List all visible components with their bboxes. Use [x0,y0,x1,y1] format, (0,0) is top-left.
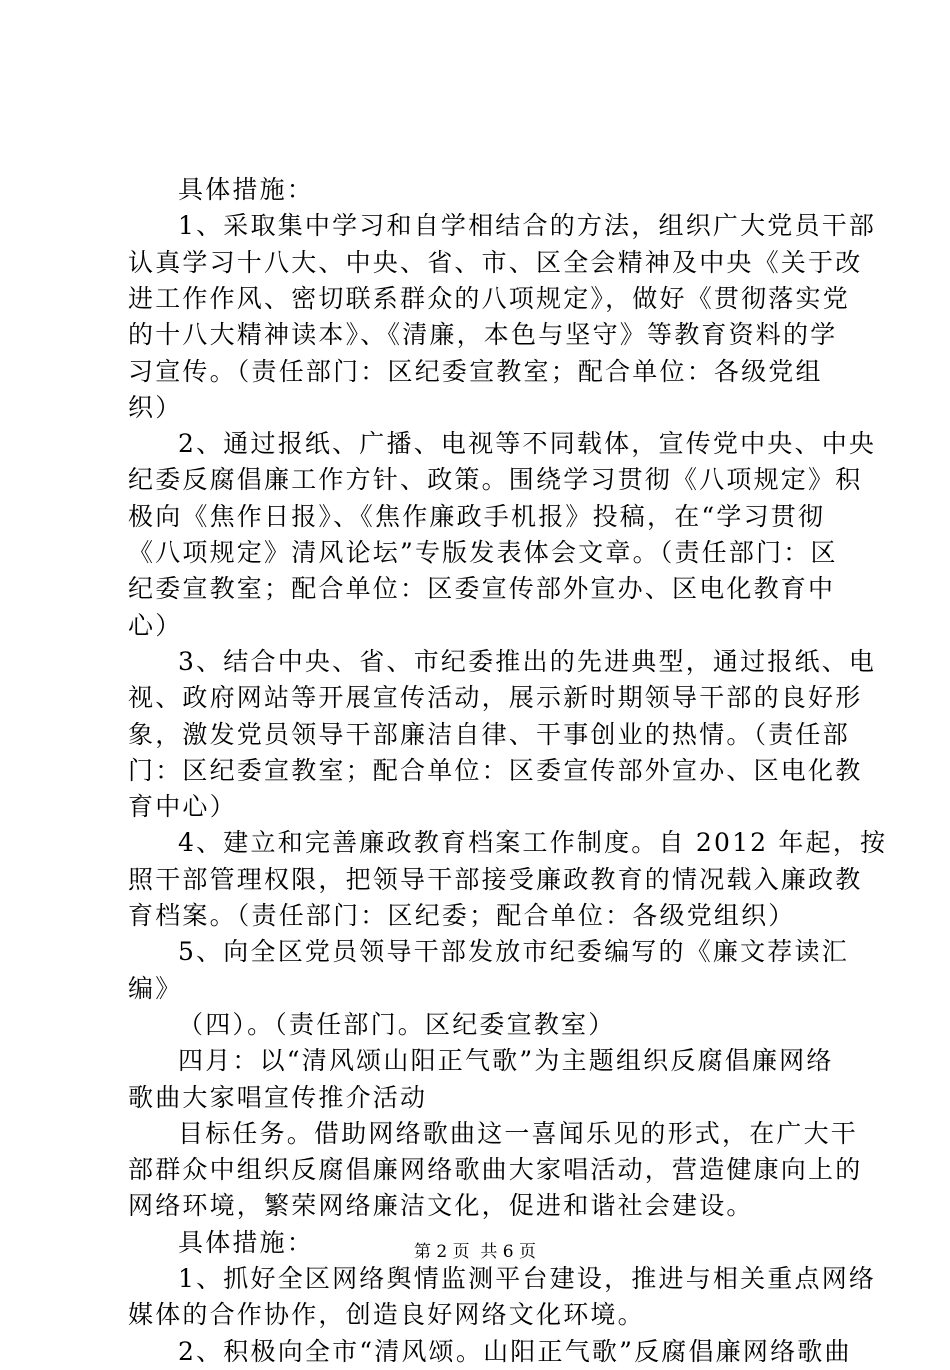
text-line: 心） [128,611,183,640]
text-line: 习宣传。（责任部门：区纪委宣教室；配合单位：各级党组 [128,357,823,386]
text-line: 3、结合中央、省、市纪委推出的先进典型，通过报纸、电 [178,647,877,676]
text-line: 媒体的合作协作，创造良好网络文化环境。 [128,1300,645,1329]
page-footer: 第 2 页 共 6 页 [413,1242,537,1262]
text-line: 视、政府网站等开展宣传活动，展示新时期领导干部的良好形 [128,683,863,712]
text-line: 极向《焦作日报》、《焦作廉政手机报》投稿，在“学习贯彻 [128,502,826,531]
text-line: 2、积极向全市“清风颂。山阳正气歌”反腐倡廉网络歌曲 [178,1337,852,1366]
text-line: 进工作作风、密切联系群众的八项规定》，做好《贯彻落实党 [128,284,850,313]
text-line: 育中心） [128,792,237,821]
text-line: 《八项规定》清风论坛”专版发表体会文章。（责任部门：区 [128,538,838,567]
text-line: 的十八大精神读本》、《清廉，本色与坚守》等教育资料的学 [128,320,838,349]
text-line: 1、抓好全区网络舆情监测平台建设，推进与相关重点网络 [178,1264,877,1293]
text-line: 目标任务。借助网络歌曲这一喜闻乐见的形式，在广大干 [178,1119,859,1148]
text-line: 歌曲大家唱宣传推介活动 [128,1083,428,1112]
text-line: 具体措施： [178,1228,315,1257]
text-line: 四月：以“清风颂山阳正气歌”为主题组织反腐倡廉网络 [178,1046,834,1075]
text-line: （四）。（责任部门。区纪委宣教室） [178,1010,616,1039]
text-line: 认真学习十八大、中央、省、市、区全会精神及中央《关于改 [128,248,863,277]
text-line: 具体措施： [178,175,315,204]
text-line: 5、向全区党员领导干部发放市纪委编写的《廉文荐读汇 [178,937,849,966]
text-line: 4、建立和完善廉政教育档案工作制度。自 2012 年起，按 [178,828,888,857]
text-line: 织） [128,393,183,422]
text-line: 网络环境，繁荣网络廉洁文化，促进和谐社会建设。 [128,1191,754,1220]
text-line: 象，激发党员领导干部廉洁自律、干事创业的热情。（责任部 [128,720,850,749]
text-line: 1、采取集中学习和自学相结合的方法，组织广大党员干部 [178,211,877,240]
text-line: 照干部管理权限，把领导干部接受廉政教育的情况载入廉政教 [128,865,863,894]
text-line: 编》 [128,974,183,1003]
text-line: 门：区纪委宣教室；配合单位：区委宣传部外宣办、区电化教 [128,756,863,785]
text-line: 2、通过报纸、广播、电视等不同载体，宣传党中央、中央 [178,429,877,458]
text-line: 纪委反腐倡廉工作方针、政策。围绕学习贯彻《八项规定》积 [128,465,863,494]
text-line: 育档案。（责任部门：区纪委；配合单位：各级党组织） [128,901,796,930]
text-line: 纪委宣教室；配合单位：区委宣传部外宣办、区电化教育中 [128,574,836,603]
text-line: 部群众中组织反腐倡廉网络歌曲大家唱活动，营造健康向上的 [128,1155,863,1184]
